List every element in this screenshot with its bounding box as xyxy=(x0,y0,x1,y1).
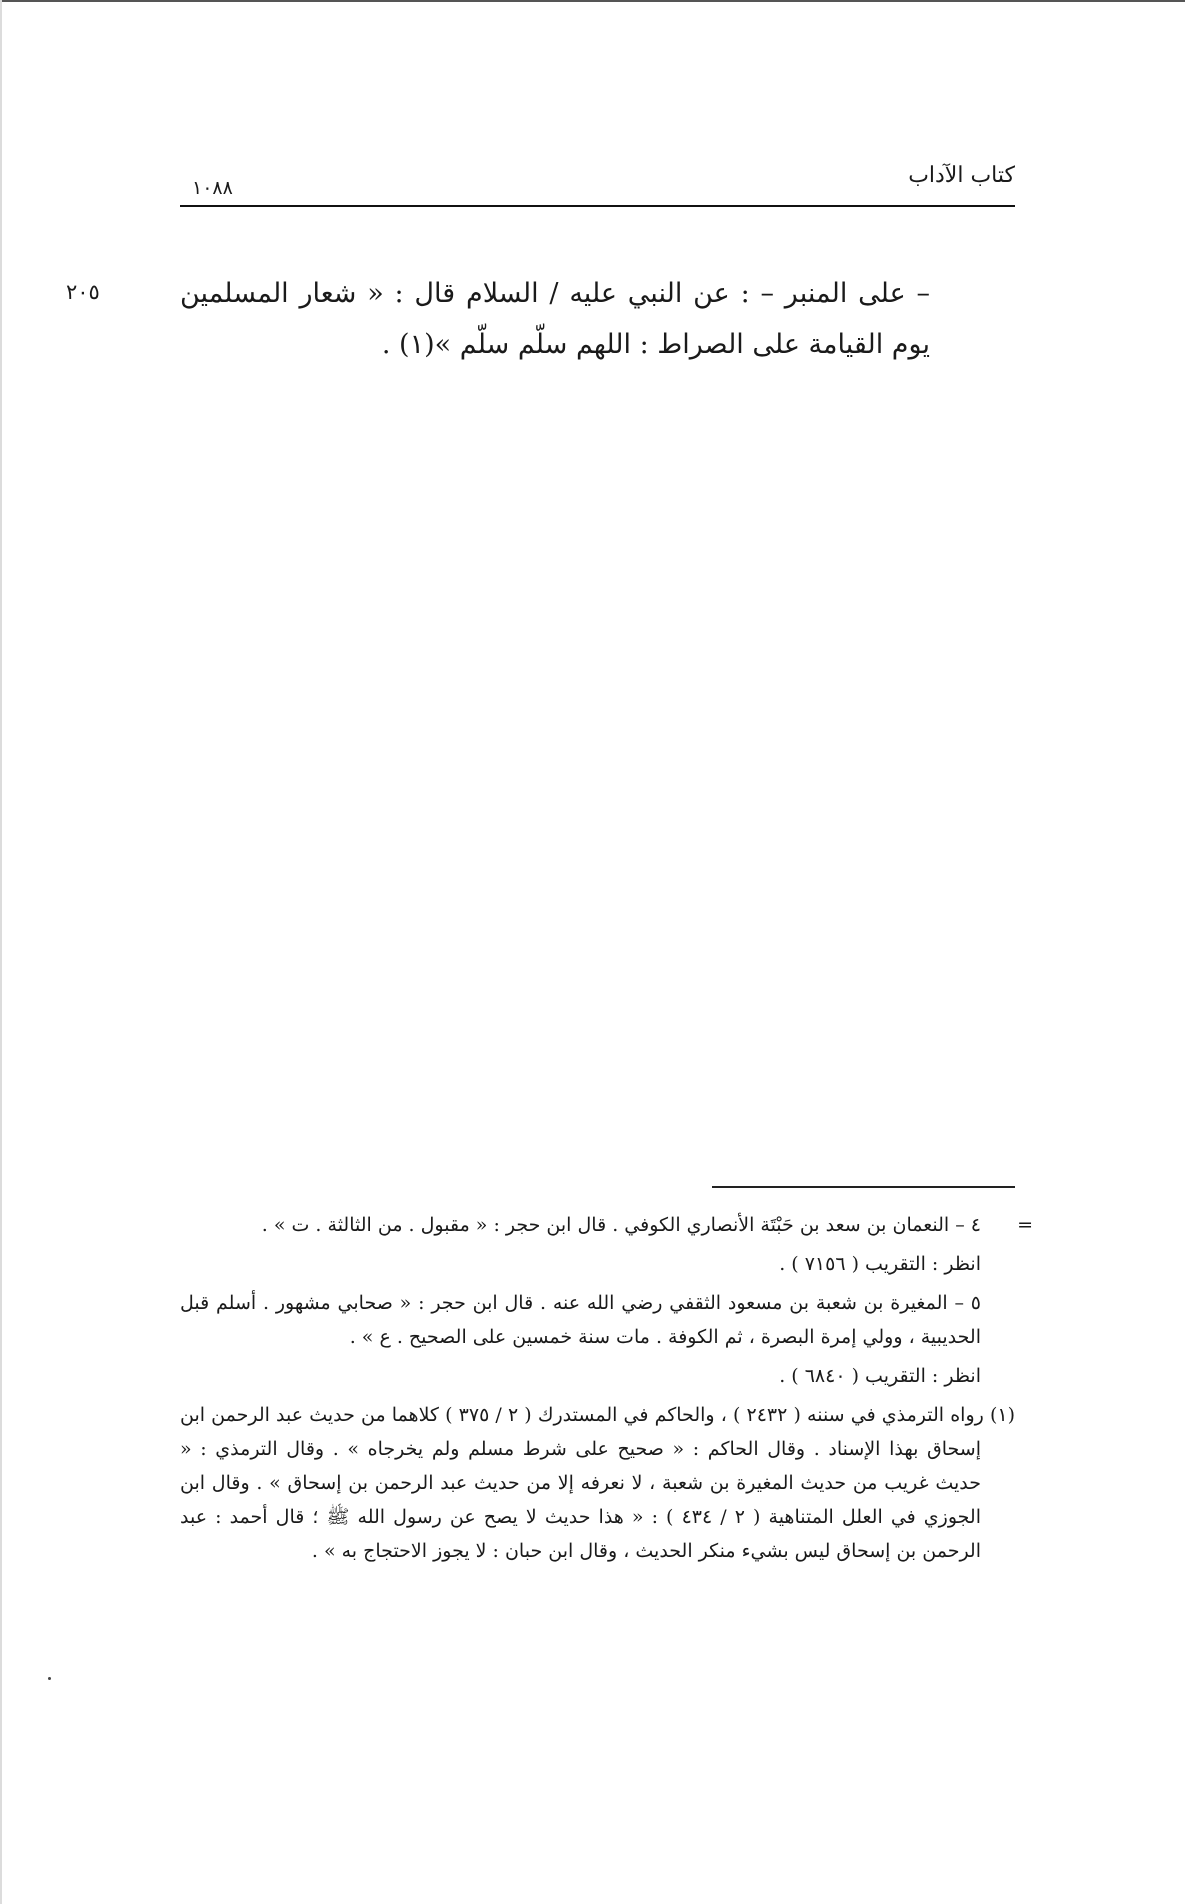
continuation-mark: = xyxy=(1017,1214,1033,1236)
hadith-number: ٢٠٥ xyxy=(66,280,100,304)
footnote-1: (١) رواه الترمذي في سننه ( ٢٤٣٢ ) ، والحاكم في المستدرك ( ٢ / ٣٧٥ ) كلاهما من حديث عبد الرحمن ابن إسحاق بهذا الإسناد . وقال الحاكم : « صحيح على شرط مسلم ولم يخرجاه » . وقال الترمذي : « حديث غريب من حديث المغيرة بن شعبة ، لا نعرفه إلا من حديث عبد الرحمن بن إسحاق » . وقال ابن الجوزي في العلل المتناهية ( ٢ / ٤٣٤ ) : « هذا حديث لا يصح عن رسول الله ﷺ ؛ قال أحمد : عبد الرحمن بن إسحاق ليس بشيء منكر الحديث ، وقال ابن حبان : لا يجوز الاحتجاج به » . xyxy=(180,1404,1015,1562)
footnote-narrator-4 xyxy=(180,1208,1033,1242)
scan-speck xyxy=(48,1677,51,1680)
footnote-separator xyxy=(712,1186,1015,1188)
footnotes-section xyxy=(180,1208,1033,1573)
narrator-4-text: ٤ – النعمان بن سعد بن حَبْتَة الأنصاري الكوفي . قال ابن حجر : « مقبول . من الثالثة . ت » . xyxy=(261,1214,981,1236)
page-number: ١٠٨٨ xyxy=(192,177,233,199)
hadith-text: – على المنبر – : عن النبي عليه / السلام قال : « شعار المسلمين يوم القيامة على الصراط : اللهم سلّم سلّم »(١) . xyxy=(180,278,930,360)
hadith-text-block xyxy=(180,268,930,370)
page-top-rule xyxy=(0,0,1185,2)
running-header xyxy=(180,163,1015,207)
running-header-title: كتاب الآداب xyxy=(908,163,1015,188)
footnote-narrator-4-ref: انظر : التقريب ( ٧١٥٦ ) . xyxy=(779,1253,981,1275)
footnote-narrator-5-ref: انظر : التقريب ( ٦٨٤٠ ) . xyxy=(779,1365,981,1387)
footnote-narrator-5: ٥ – المغيرة بن شعبة بن مسعود الثقفي رضي الله عنه . قال ابن حجر : « صحابي مشهور . أسلم قبل الحديبية ، وولي إمرة البصرة ، ثم الكوفة . مات سنة خمسين على الصحيح . ع » . xyxy=(180,1292,981,1348)
page-side-rule xyxy=(0,0,2,1904)
